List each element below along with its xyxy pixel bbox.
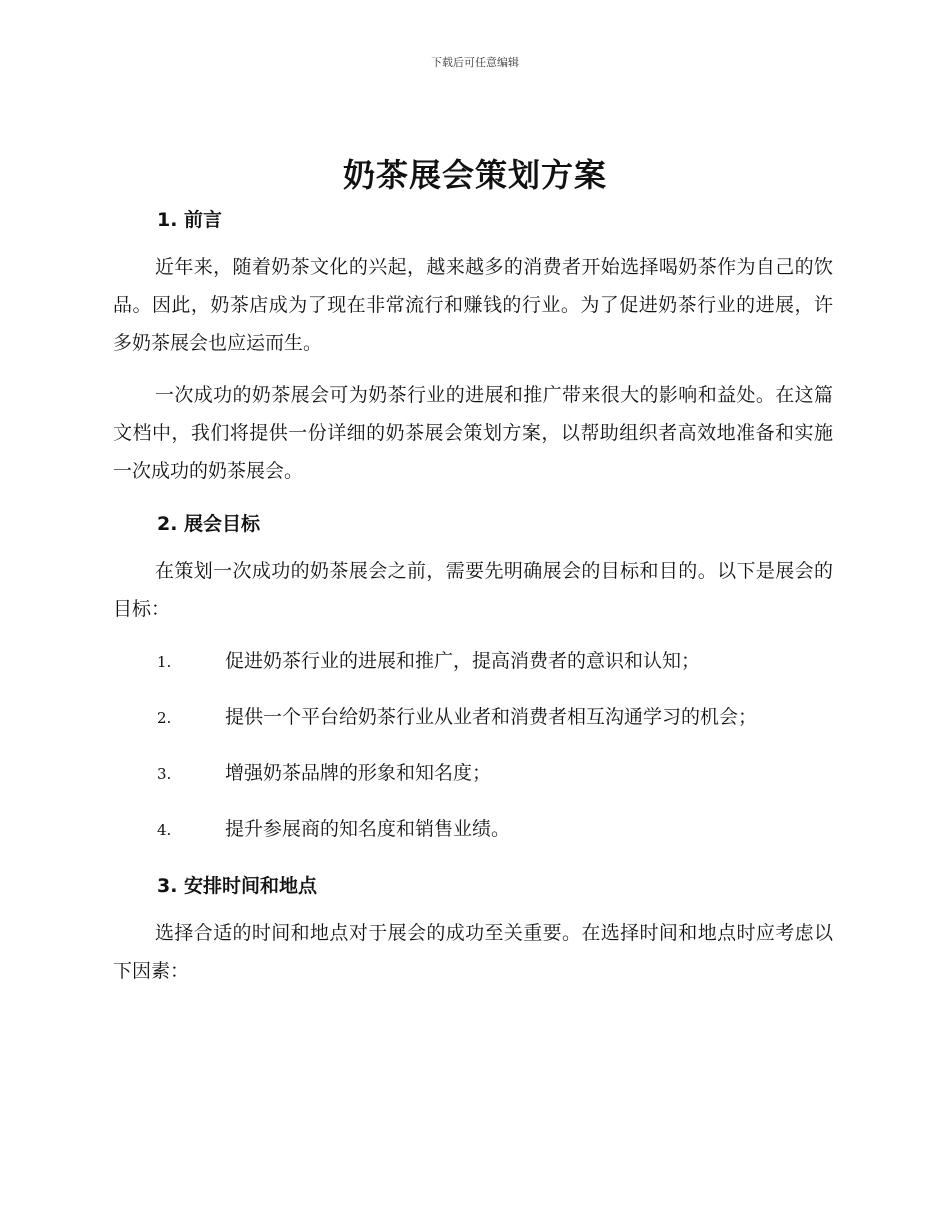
goals-list — [113, 642, 833, 849]
list-item — [113, 698, 833, 737]
section-heading-time-location: 3. 安排时间和地点 — [157, 875, 318, 897]
section-heading-goals: 2. 展会目标 — [157, 513, 261, 535]
section-heading-preface: 1. 前言 — [157, 209, 223, 231]
paragraph: 一次成功的奶茶展会可为奶茶行业的进展和推广带来很大的影响和益处。在这篇文档中，我们将提供一份详细的奶茶展会策划方案，以帮助组织者高效地准备和实施一次成功的奶茶展会。 — [113, 384, 833, 482]
paragraph: 在策划一次成功的奶茶展会之前，需要先明确展会的目标和目的。以下是展会的目标： — [113, 560, 833, 620]
header-note: 下载后可任意编辑 — [431, 56, 519, 69]
paragraph: 近年来，随着奶茶文化的兴起，越来越多的消费者开始选择喝奶茶作为自己的饮品。因此，奶茶店成为了现在非常流行和赚钱的行业。为了促进奶茶行业的进展，许多奶茶展会也应运而生。 — [113, 256, 833, 354]
paragraph: 选择合适的时间和地点对于展会的成功至关重要。在选择时间和地点时应考虑以下因素： — [113, 922, 833, 982]
list-item — [113, 810, 833, 849]
list-item — [113, 642, 833, 681]
document-title: 奶茶展会策划方案 — [342, 156, 607, 194]
list-number: 1. — [157, 653, 172, 671]
list-number: 3. — [157, 765, 172, 783]
list-text: 提供一个平台给奶茶行业从业者和消费者相互沟通学习的机会； — [225, 706, 758, 728]
list-number: 4. — [157, 821, 172, 839]
list-text: 促进奶茶行业的进展和推广，提高消费者的意识和认知； — [225, 650, 701, 672]
document-body — [113, 200, 833, 990]
list-text: 增强奶茶品牌的形象和知名度； — [225, 762, 492, 784]
list-text: 提升参展商的知名度和销售业绩。 — [225, 818, 511, 840]
list-item — [113, 754, 833, 793]
list-number: 2. — [157, 709, 172, 727]
